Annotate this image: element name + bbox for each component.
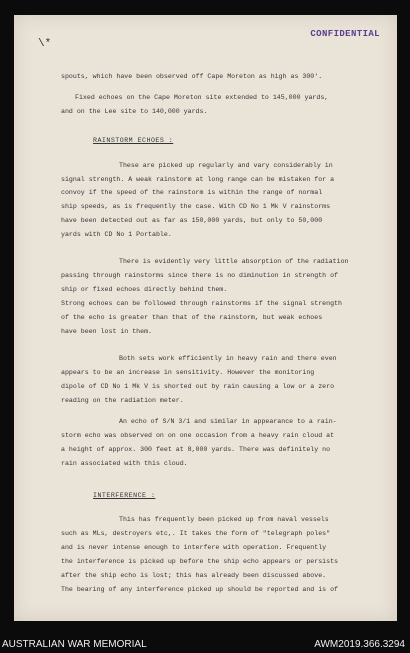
- text-line: convoy if the speed of the rainstorm is within the range of normal: [61, 189, 323, 196]
- text-line: after the ship echo is lost; this has already been discussed above.: [61, 572, 327, 579]
- text-line: dipole of CD No 1 Mk V is shorted out by rain causing a low or a zero: [61, 383, 335, 390]
- text-line: Fixed echoes on the Cape Moreton site extended to 145,000 yards,: [75, 94, 329, 101]
- text-line: have been detected out as far as 150,000 yards, but only to 50,000: [61, 217, 323, 224]
- text-line: and on the Lee site to 140,000 yards.: [61, 108, 208, 115]
- text-line: storm echo was observed on on one occasion from a heavy rain cloud at: [61, 432, 335, 439]
- text-line: and is never intense enough to interfere with operation. Frequently: [61, 544, 327, 551]
- handwritten-mark: \*: [38, 38, 52, 50]
- text-line: passing through rainstorms since there is no diminution in strength of: [61, 272, 338, 279]
- text-line: ship speeds, as is frequently the case. With CD No 1 Mk V rainstorms: [61, 203, 331, 210]
- text-line: There is evidently very little absorption of the radiation: [119, 258, 349, 265]
- text-line: ship or fixed echoes directly behind them.: [61, 286, 228, 293]
- text-line: rain associated with this cloud.: [61, 460, 188, 467]
- text-line: a height of approx. 300 feet at 8,000 yards. There was definitely no: [61, 446, 331, 453]
- text-line: of the echo is greater than that of the rainstorm, but weak echoes: [61, 314, 323, 321]
- footer-bar: [0, 639, 410, 653]
- text-line: Strong echoes can be followed through rainstorms if the signal strength: [61, 300, 342, 307]
- text-line: Both sets work efficiently in heavy rain and there even: [119, 355, 337, 362]
- section-heading-rainstorm: RAINSTORM ECHOES :: [93, 137, 174, 144]
- text-line: have been lost in them.: [61, 328, 153, 335]
- text-line: signal strength. A weak rainstorm at long range can be mistaken for a: [61, 176, 335, 183]
- footer-source-label: AUSTRALIAN WAR MEMORIAL: [2, 639, 147, 650]
- text-line: appears to be an increase in sensitivity. However the monitoring: [61, 369, 315, 376]
- text-line: An echo of S/N 3/1 and similar in appearance to a rain-: [119, 418, 337, 425]
- text-line: These are picked up regularly and vary considerably in: [119, 162, 333, 169]
- section-heading-interference: INTERFERENCE :: [93, 492, 156, 499]
- text-line: reading on the radiation meter.: [61, 397, 184, 404]
- text-line: such as MLs, destroyers etc,. It takes the form of "telegraph poles": [61, 530, 331, 537]
- text-line: This has frequently been picked up from naval vessels: [119, 516, 329, 523]
- footer-accession-number: AWM2019.366.3294: [314, 639, 405, 650]
- text-line: The bearing of any interference picked up should be reported and is of: [61, 586, 338, 593]
- text-line: yards with CD No 1 Portable.: [61, 231, 172, 238]
- text-line: the interference is picked up before the ship echo appears or persists: [61, 558, 338, 565]
- document-page: [14, 15, 397, 621]
- text-line: spouts, which have been observed off Cape Moreton as high as 300'.: [61, 73, 323, 80]
- confidential-stamp: CONFIDENTIAL: [310, 29, 380, 39]
